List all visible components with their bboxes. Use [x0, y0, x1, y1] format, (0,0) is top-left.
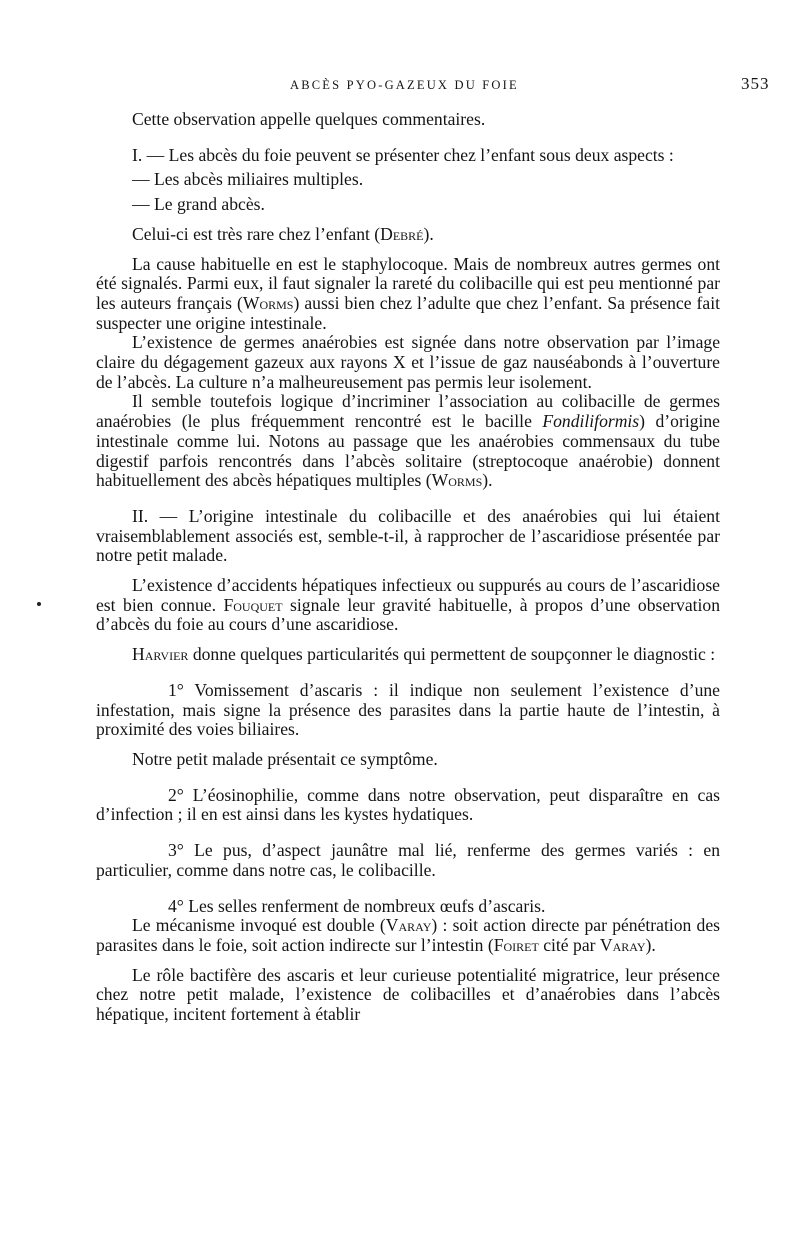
text-run: ) aussi bien chez l’adulte que chez l’enfant. Sa présence fait suspecter une origine intestinale.	[96, 292, 720, 333]
list-item-stools: 4° Les selles renferment de nombreux œufs d’ascaris.	[168, 895, 546, 916]
text-run: ) : soit action directe par pénétration des parasites dans le foie, soit action indirecte sur l’intestin (	[96, 915, 721, 955]
page-header	[0, 74, 800, 96]
author-citation: Foiret	[493, 934, 539, 955]
list-item-large-abscess: — Le grand abcès.	[132, 194, 265, 215]
list-item-pus: 3° Le pus, d’aspect jaunâtre mal lié, renferme des germes variés : en particulier, comme dans notre cas, le colibacille.	[96, 840, 720, 880]
paragraph-diagnosis	[96, 645, 720, 665]
paragraph-anaerobes: L’existence de germes anaérobies est signée dans notre observation par l’image claire du dégagement gazeux aux rayons X et l’issue de gaz nauséabonds à l’ouverture de l’abcès. La culture n’a malheureusement pas permis leur isolement.	[96, 332, 720, 392]
running-title: ABCÈS PYO-GAZEUX DU FOIE	[290, 78, 519, 92]
author-citation: Fouquet	[223, 594, 283, 615]
paragraph-section-1: I. — Les abcès du foie peuvent se présenter chez l’enfant sous deux aspects :	[132, 144, 674, 165]
margin-dot-mark	[37, 602, 41, 606]
species-name: Fondiliformis	[542, 411, 640, 432]
paragraph-intro: Cette observation appelle quelques commentaires.	[132, 109, 486, 129]
author-citation: Varay	[385, 915, 432, 936]
list-item-eosinophilia: 2° L’éosinophilie, comme dans notre observation, peut disparaître en cas d’infection ; il en est ainsi dans les kystes hydatiques.	[96, 784, 720, 825]
text-run: ).	[482, 470, 493, 491]
author-citation: Worms	[242, 292, 294, 313]
body-text	[96, 110, 720, 1025]
author-citation: Debré	[380, 223, 424, 244]
paragraph-association	[96, 392, 720, 491]
list-item-miliary-abscesses: — Les abcès miliaires multiples.	[132, 169, 364, 190]
page-number: 353	[741, 74, 770, 93]
text-run: donne quelques particularités qui permettent de soupçonner le diagnostic :	[188, 644, 716, 665]
list-item-vomiting: 1° Vomissement d’ascaris : il indique non seulement l’existence d’une infestation, mais signe la présence des parasites dans la partie haute de l’intestin, à proximité des voies biliaires.	[96, 679, 720, 740]
text-run: ).	[645, 934, 656, 955]
author-citation: Worms	[431, 470, 483, 491]
text-run: Il semble toutefois logique d’incriminer l’association au colibacille de germes anaérobies (le plus fréquemment rencontré est le bacille	[96, 391, 720, 432]
author-citation: Varay	[599, 934, 646, 955]
author-citation: Harvier	[132, 644, 189, 665]
paragraph-rarity	[96, 225, 720, 245]
paragraph-ascariasis	[96, 576, 720, 635]
text-run: L’existence d’accidents hépatiques infectieux ou suppurés au cours de l’ascaridiose est bien connue.	[96, 575, 720, 615]
paragraph-cause	[96, 255, 720, 334]
paragraph-mechanism	[96, 916, 720, 955]
text-run: Le mécanisme invoqué est double (	[132, 915, 386, 936]
paragraph-conclusion: Le rôle bactifère des ascaris et leur curieuse potentialité migratrice, leur présence chez notre petit malade, l’existence de colibacilles et d’anaérobies dans l’abcès hépatique, incitent fortement à établir	[96, 964, 720, 1025]
text-run: ) d’origine intestinale comme lui. Notons au passage que les anaérobies commensaux du tube digestif parfois rencontrés dans l’abcès solitaire (streptocoque anaérobie) donnent habituellement des abcès hépatiques multiples (	[96, 411, 720, 491]
paragraph-section-2: II. — L’origine intestinale du colibacille et des anaérobies qui lui étaient vraisemblablement associés est, semble-t-il, à rapprocher de l’ascaridiose présentée par notre petit malade.	[96, 505, 720, 566]
text-run: cité par	[538, 934, 600, 955]
text-run: Celui-ci est très rare chez l’enfant (	[132, 223, 381, 244]
text-run: ).	[423, 223, 434, 244]
paragraph-symptom: Notre petit malade présentait ce symptôme.	[132, 748, 438, 769]
text-run: La cause habituelle en est le staphylocoque. Mais de nombreux autres germes ont été signalés. Parmi eux, il faut signaler la rareté du colibacille qui est peu mentionné par les auteurs français (	[96, 253, 720, 313]
text-run: signale leur gravité habituelle, à propos d’une observation d’abcès du foie au cours d’une ascaridiose.	[96, 594, 721, 635]
